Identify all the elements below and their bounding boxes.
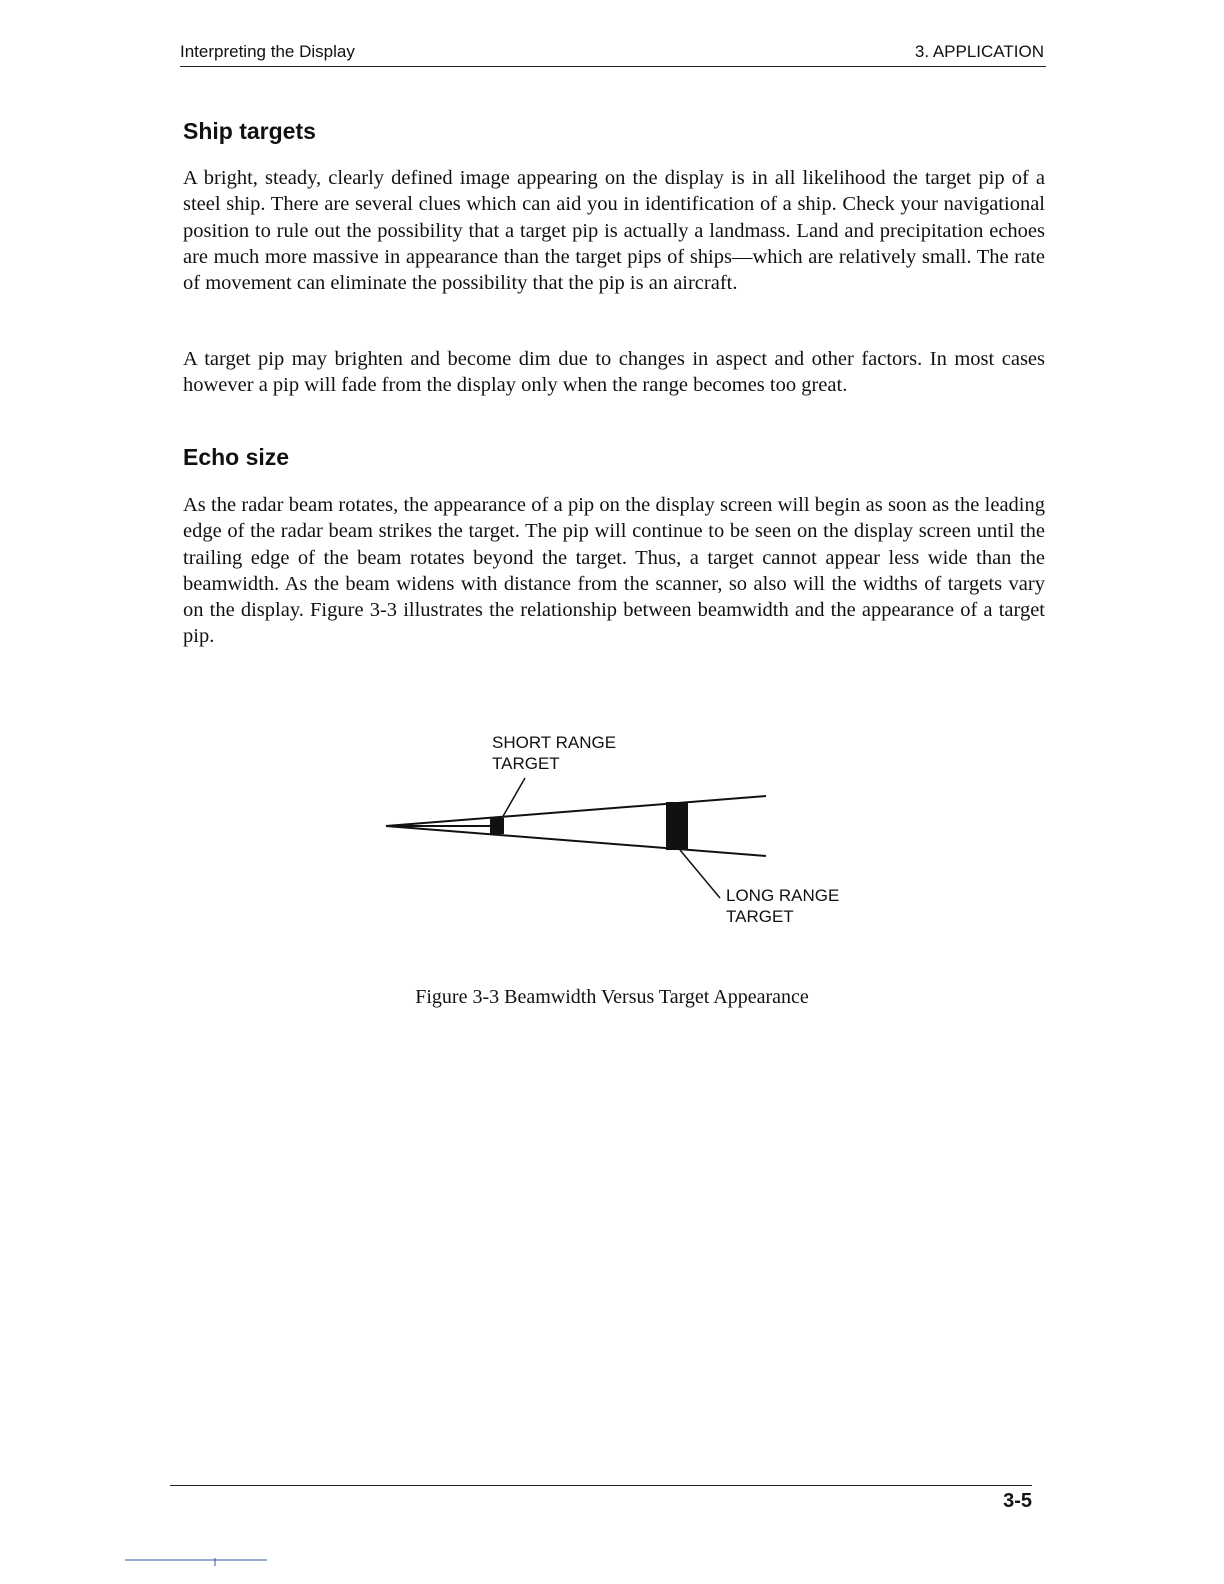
running-header [180,40,1046,67]
short-range-target-pip [490,818,504,834]
short-range-leader-line [502,778,525,818]
crop-mark [125,1558,270,1572]
long-range-leader-line [680,850,720,898]
paragraph-ship-targets-1: A bright, steady, clearly defined image appearing on the display is in all likelihood the target pip of a steel ship. There are several clues which can aid you in identification of a ship. Check your navigational position to rule out the possibility that a target pip is actually a landmass. Land and precipitation echoes are much more massive in appearance than the target pips of ships—which are relatively small. The rate of movement can eliminate the possibility that the pip is an aircraft. [183,167,1045,295]
header-chapter-title: 3. APPLICATION [914,42,1044,61]
paragraph-ship-targets-2: A target pip may brighten and become dim due to changes in aspect and other factors. In most cases however a pip will fade from the display only when the range becomes too great. [183,348,1045,397]
figure-caption: Figure 3-3 Beamwidth Versus Target Appearance [415,986,809,1008]
short-range-label-line1: SHORT RANGE [492,733,617,752]
beamwidth-figure [370,720,870,940]
long-range-target-pip [666,802,688,850]
footer-rule [170,1485,1032,1486]
paragraph-echo-size: As the radar beam rotates, the appearance of a pip on the display screen will begin as soon as the leading edge of the radar beam strikes the target. The pip will continue to be seen on the display screen until the trailing edge of the beam rotates beyond the target. Thus, a target cannot appear less wide than the beamwidth. As the beam widens with distance from the scanner, so also will the widths of targets vary on the display. Figure 3-3 illustrates the relationship between beamwidth and the appearance of a target pip. [183,494,1045,648]
heading-ship-targets: Ship targets [183,118,316,144]
long-range-label-line2: TARGET [726,907,794,926]
short-range-label-line2: TARGET [492,754,560,773]
long-range-label-line1: LONG RANGE [726,886,840,905]
beam-upper-edge [386,796,766,826]
header-section-title: Interpreting the Display [180,42,355,61]
page-number: 3-5 [1003,1490,1032,1512]
heading-echo-size: Echo size [183,444,290,470]
beam-lower-edge [386,826,766,856]
